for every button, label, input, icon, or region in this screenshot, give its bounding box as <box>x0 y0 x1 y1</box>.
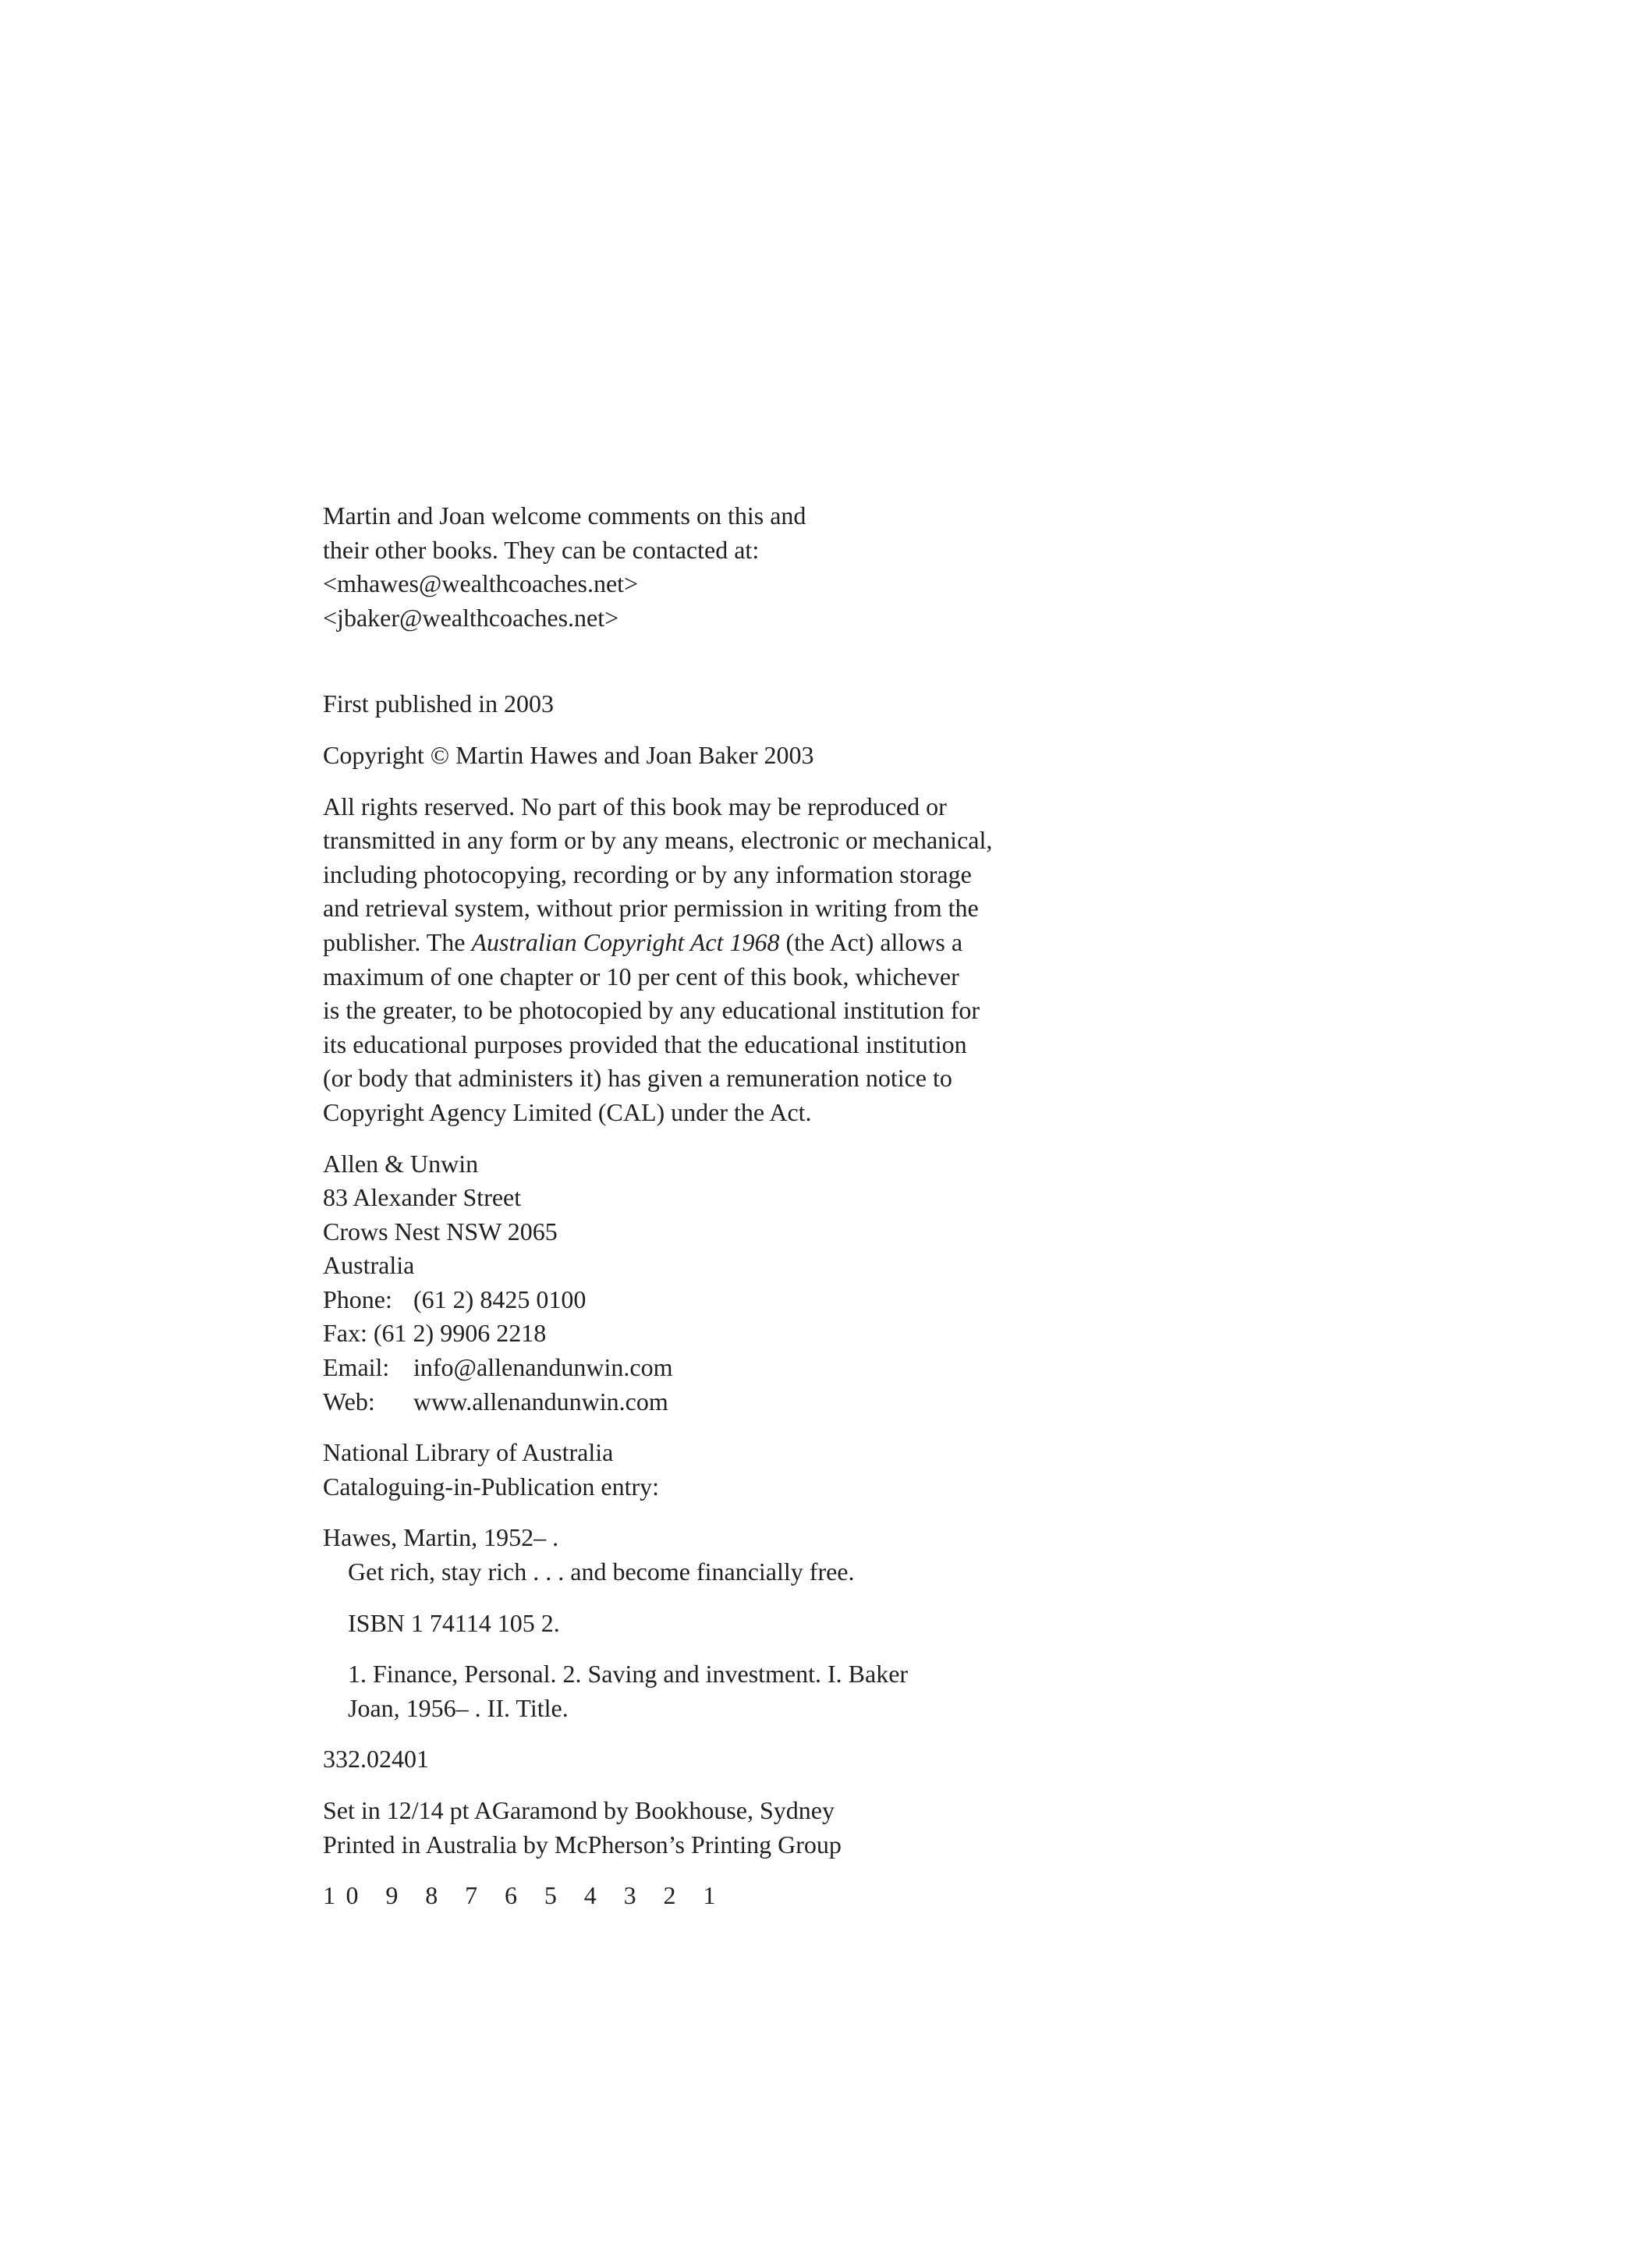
publisher-fax: Fax: (61 2) 9906 2218 <box>323 1319 547 1348</box>
catalogue-isbn: ISBN 1 74114 105 2. <box>348 1608 560 1637</box>
typeset-credit: Set in 12/14 pt AGaramond by Bookhouse, Sydney <box>323 1796 835 1824</box>
rights-paragraph <box>323 790 1103 1130</box>
dewey-classification: 332.02401 <box>323 1745 429 1774</box>
publisher-name: Allen & Unwin <box>323 1149 479 1178</box>
cip-heading <box>323 1436 1103 1504</box>
copyright-page <box>323 499 1103 1913</box>
rights-text: publisher. The <box>323 927 472 956</box>
catalogue-title: Get rich, stay rich . . . and become financially free. <box>348 1557 855 1586</box>
contact-email-mhawes: <mhawes@wealthcoaches.net> <box>323 569 639 598</box>
contact-email-jbaker: <jbaker@wealthcoaches.net> <box>323 603 619 632</box>
act-title: Australian Copyright Act 1968 <box>471 927 780 956</box>
phone-label: Phone: <box>323 1285 392 1313</box>
printer-credit: Printed in Australia by McPherson’s Printing Group <box>323 1830 842 1859</box>
production-block <box>323 1794 1103 1862</box>
cip-line-1: National Library of Australia <box>323 1438 614 1467</box>
phone-number: (61 2) 8425 0100 <box>413 1285 587 1313</box>
email-label: Email: <box>323 1353 390 1382</box>
catalogue-entry <box>323 1521 1103 1725</box>
web-address: www.allenandunwin.com <box>413 1387 668 1416</box>
first-published: First published in 2003 <box>323 689 555 718</box>
rights-line: maximum of one chapter or 10 per cent of this book, whichever <box>323 962 959 990</box>
publisher-phone <box>323 1283 1103 1317</box>
rights-line: Copyright Agency Limited (CAL) under the Act. <box>323 1097 812 1126</box>
rights-line <box>323 926 1103 960</box>
catalogue-subjects: Joan, 1956– . II. Title. <box>348 1693 569 1722</box>
publisher-email <box>323 1351 1103 1385</box>
copyright-notice: Copyright © Martin Hawes and Joan Baker 2003 <box>323 740 814 769</box>
rights-text: (the Act) allows a <box>779 927 963 956</box>
publisher-block <box>323 1147 1103 1419</box>
contact-block <box>323 499 1103 635</box>
rights-line: (or body that administers it) has given a remuneration notice to <box>323 1064 952 1093</box>
catalogue-subjects: 1. Finance, Personal. 2. Saving and investment. I. Baker <box>348 1660 909 1689</box>
rights-line: transmitted in any form or by any means, electronic or mechanical, <box>323 826 993 855</box>
rights-line: is the greater, to be photocopied by any educational institution for <box>323 996 980 1025</box>
printer-impression-line: 10 9 8 7 6 5 4 3 2 1 <box>323 1881 726 1910</box>
rights-line: including photocopying, recording or by any information storage <box>323 859 972 888</box>
rights-line: its educational purposes provided that the educational institution <box>323 1029 967 1058</box>
publisher-street: 83 Alexander Street <box>323 1183 522 1212</box>
web-label: Web: <box>323 1387 375 1416</box>
rights-line: All rights reserved. No part of this book may be reproduced or <box>323 792 947 820</box>
cip-line-2: Cataloguing-in-Publication entry: <box>323 1472 660 1501</box>
catalogue-author: Hawes, Martin, 1952– . <box>323 1523 559 1552</box>
contact-line-2: their other books. They can be contacted at: <box>323 535 760 564</box>
publisher-web <box>323 1385 1103 1419</box>
email-address: info@allenandunwin.com <box>413 1353 673 1382</box>
publisher-suburb: Crows Nest NSW 2065 <box>323 1217 558 1246</box>
contact-line-1: Martin and Joan welcome comments on this and <box>323 501 806 530</box>
rights-line: and retrieval system, without prior permission in writing from the <box>323 894 979 923</box>
publisher-country: Australia <box>323 1251 415 1280</box>
